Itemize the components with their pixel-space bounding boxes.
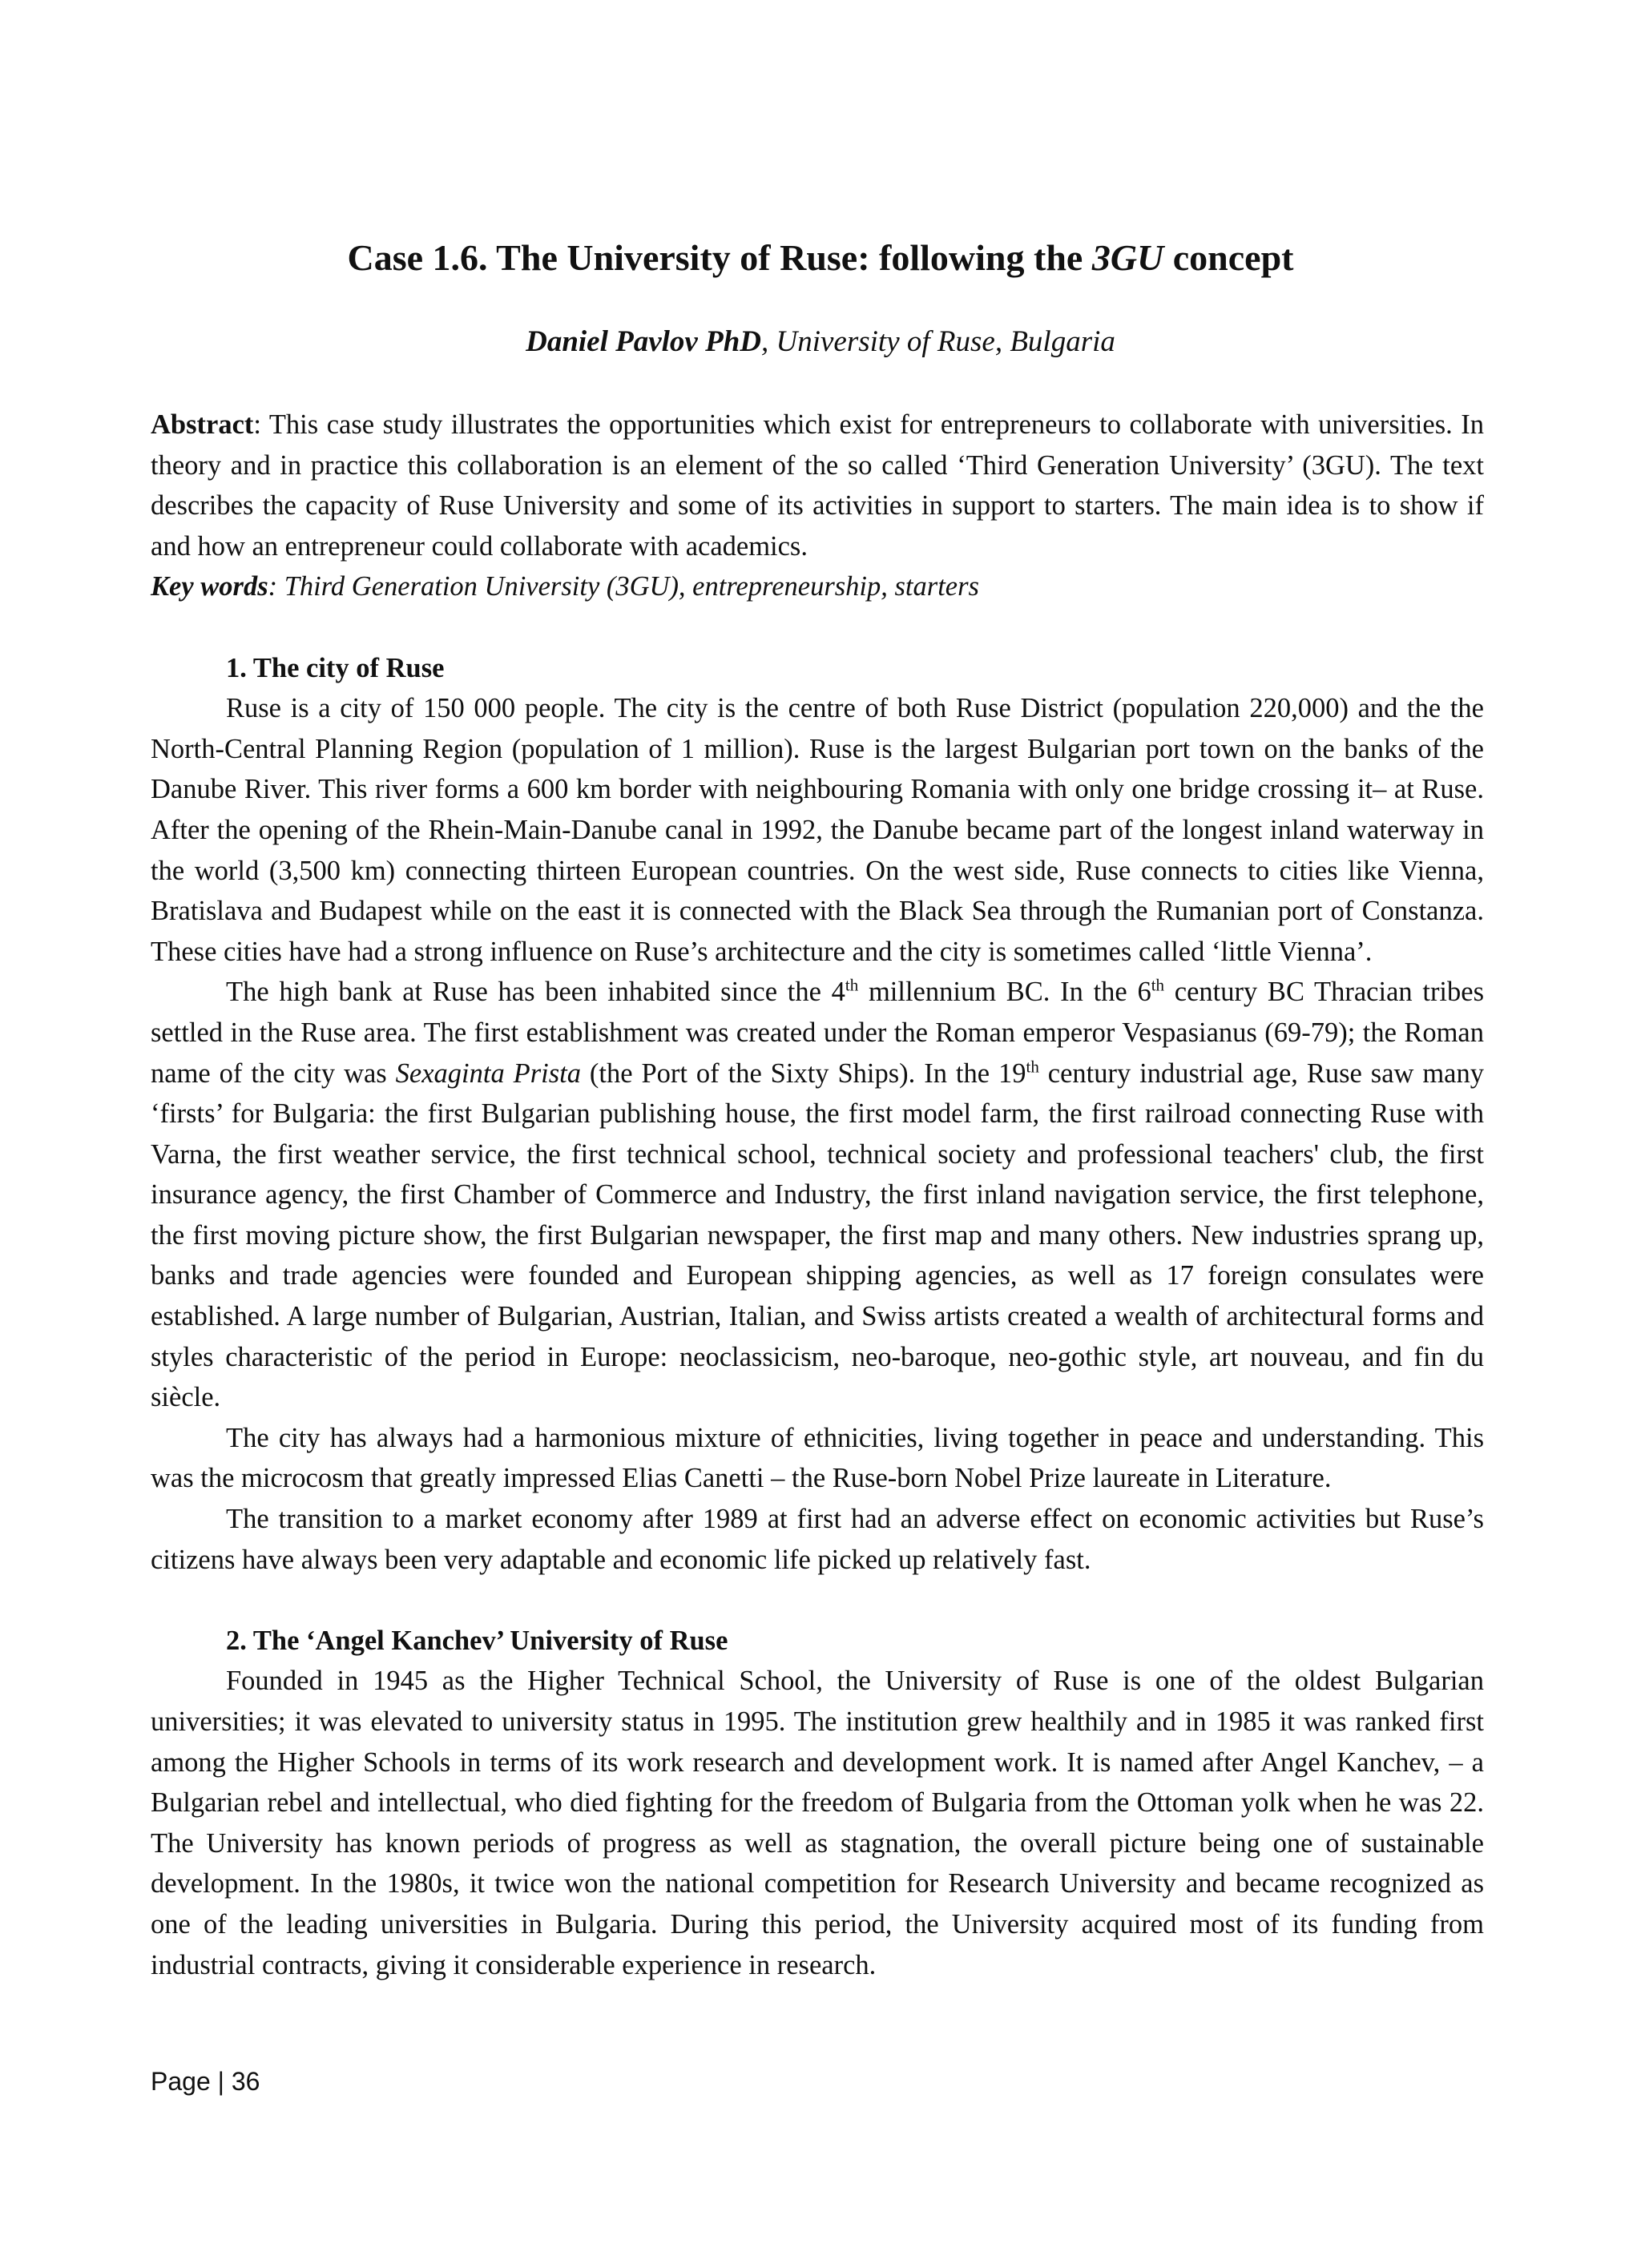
title-italic: 3GU xyxy=(1091,237,1164,278)
section-2-paragraph-1: Founded in 1945 as the Higher Technical School, the University of Ruse is one of the oldest Bulgarian universities; it was elevated to university status in 1995. The institution grew healthily and in 1985 it was ranked first among the Higher Schools in terms of its work research and development work. It is named after Angel Kanchev, – a Bulgarian rebel and intellectual, who died fighting for the freedom of Bulgaria from the Ottoman yolk when he was 22. The University has known periods of progress as well as stagnation, the overall picture being one of sustainable development. In the 1980s, it twice won the national competition for Research University and became recognized as one of the leading universities in Bulgaria. During this period, the University acquired most of its funding from industrial contracts, giving it considerable experience in research. xyxy=(151,1666,1484,1980)
title-suffix: concept xyxy=(1163,237,1294,278)
p2-part-d: (the Port of the Sixty Ships). In the 19 xyxy=(580,1057,1026,1089)
superscript-th: th xyxy=(845,975,859,995)
superscript-th: th xyxy=(1026,1057,1039,1076)
section-1-paragraph-2 xyxy=(151,972,1484,1418)
document-body xyxy=(151,405,1484,1985)
section-1-paragraph-4: The transition to a market economy after 1989 at first had an adverse effect on economic activities but Ruse’s citizens have always been very adaptable and economic life picked up relatively fast. xyxy=(151,1504,1484,1575)
keywords-text: : Third Generation University (3GU), entrepreneurship, starters xyxy=(268,571,979,602)
latin-city-name: Sexaginta Prista xyxy=(395,1057,581,1089)
spacer xyxy=(151,607,1484,648)
section-2-heading: 2. The ‘Angel Kanchev’ University of Ruse xyxy=(226,1625,728,1656)
document-title xyxy=(0,236,1641,280)
title-prefix: Case 1.6. The University of Ruse: following the xyxy=(347,237,1092,278)
p2-part-e: century industrial age, Ruse saw many ‘firsts’ for Bulgaria: the first Bulgarian publishing house, the first model farm, the first railroad connecting Ruse with Varna, the first weather service, the first technical school, technical society and professional teachers' club, the first insurance agency, the first Chamber of Commerce and Industry, the first inland navigation service, the first telephone, the first moving picture show, the first Bulgarian newspaper, the first map and many others. New industries sprang up, banks and trade agencies were founded and European shipping agencies, as well as 17 foreign consulates were established. A large number of Bulgarian, Austrian, Italian, and Swiss artists created a wealth of architectural forms and styles characteristic of the period in Europe: neoclassicism, neo-baroque, neo-gothic style, art nouveau, and fin du siècle. xyxy=(151,1057,1484,1413)
abstract-label: Abstract xyxy=(151,409,254,440)
author-line xyxy=(0,323,1641,361)
p2-part-a: The high bank at Ruse has been inhabited since the 4 xyxy=(226,977,845,1008)
section-1-paragraph-3: The city has always had a harmonious mixture of ethnicities, living together in peace and understanding. This was the microcosm that greatly impressed Elias Canetti – the Ruse-born Nobel Prize laureate in Literature. xyxy=(151,1422,1484,1494)
p2-part-b: millennium BC. In the 6 xyxy=(858,977,1151,1008)
section-1-heading: 1. The city of Ruse xyxy=(226,652,445,683)
keywords-line xyxy=(151,566,1484,607)
p2-part-c: century BC Thracian tribes settled in the Ruse area. The first establishment was created under the Roman emperor Vespasianus (69-79); the Roman name of the city was xyxy=(151,977,1485,1089)
abstract-text: : This case study illustrates the opportunities which exist for entrepreneurs to collaborate with universities. In theory and in practice this collaboration is an element of the so called ‘Third Generation University’ (3GU). The text describes the capacity of Ruse University and some of its activities in support to starters. The main idea is to show if and how an entrepreneur could collaborate with academics. xyxy=(151,409,1484,562)
section-1-paragraph-1: Ruse is a city of 150 000 people. The city is the centre of both Ruse District (population 220,000) and the the North-Central Planning Region (population of 1 million). Ruse is the largest Bulgarian port town on the banks of the Danube River. This river forms a 600 km border with neighbouring Romania with only one bridge crossing it– at Ruse. After the opening of the Rhein-Main-Danube canal in 1992, the Danube became part of the longest inland waterway in the world (3,500 km) connecting thirteen European countries. On the west side, Ruse connects to cities like Vienna, Bratislava and Budapest while on the east it is connected with the Black Sea through the Rumanian port of Constanza. These cities have had a strong influence on Ruse’s architecture and the city is sometimes called ‘little Vienna’. xyxy=(151,693,1484,967)
keywords-label: Key words xyxy=(151,571,268,602)
page-number-footer: Page | 36 xyxy=(151,2067,260,2096)
superscript-th: th xyxy=(1151,975,1165,995)
author-affiliation: , University of Ruse, Bulgaria xyxy=(761,325,1115,358)
spacer xyxy=(151,1580,1484,1621)
author-name: Daniel Pavlov PhD xyxy=(526,325,761,358)
abstract-paragraph xyxy=(151,405,1484,566)
